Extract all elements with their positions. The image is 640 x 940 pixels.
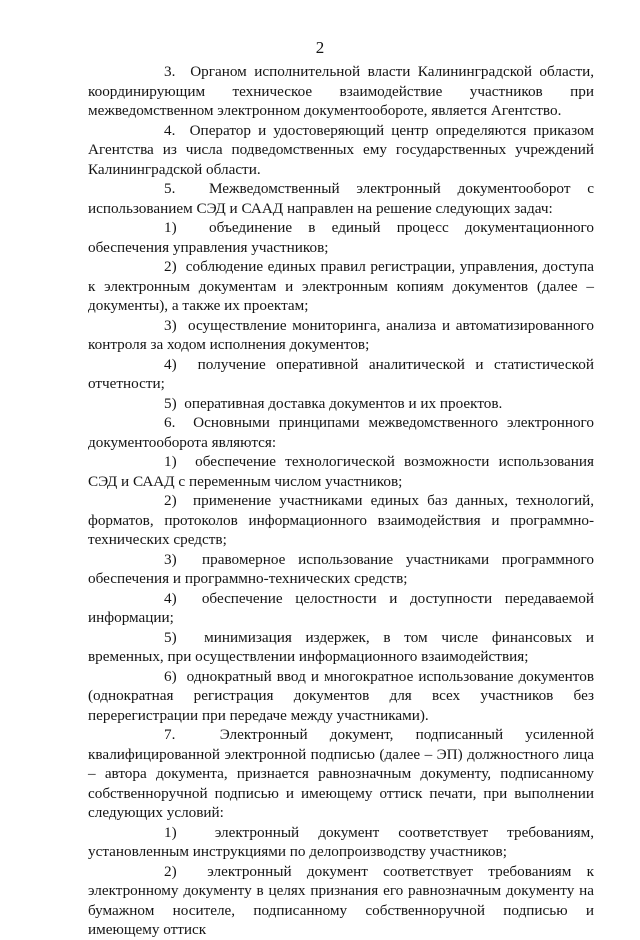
paragraph-number: 2) [164,492,177,509]
paragraph-text: Органом исполнительной власти Калининградской области, координирующим техническое взаимодействие участников при межведомственном электронном документообороте, является Агентство. [88,63,595,119]
paragraph-number: 6) [164,667,177,685]
paragraph-number: 6. [164,414,176,431]
paragraph [88,121,594,180]
paragraph-number: 1) [164,453,177,470]
paragraph-text: правомерное использование участниками программного обеспечения и программно-технических средств; [88,550,594,587]
paragraph-text: электронный документ соответствует требованиям, установленным инструкциями по делопроизводству участников; [88,823,595,860]
paragraph-number: 5) [164,628,177,646]
paragraph-text: Межведомственный электронный документооборот с использованием СЭД и СААД направлен на решение следующих задач: [88,180,594,217]
paragraph-text: применение участниками единых баз данных, технологий, форматов, протоколов информационного взаимодействия и программно-технических средств; [88,492,595,548]
document-body [88,62,594,940]
paragraph-text: однократный ввод и многократное использование документов (однократная регистрация документов для всех участников без перерегистрации при передаче между участниками). [88,667,595,724]
paragraph-number: 4. [164,121,176,139]
paragraph-text: оперативная доставка документов и их проектов. [184,394,503,412]
paragraph-text: объединение в единый процесс документационного обеспечения управления участников; [88,219,594,256]
paragraph-number: 5. [164,180,176,197]
page-number: 2 [315,38,325,57]
paragraph [88,725,594,823]
paragraph [88,550,594,589]
paragraph [88,257,594,316]
paragraph [88,316,594,355]
paragraph [88,491,594,550]
paragraph-number: 2) [164,258,177,275]
paragraph [88,413,594,452]
paragraph-text: обеспечение целостности и доступности передаваемой информации; [88,589,594,626]
paragraph-number: 4) [164,589,177,607]
paragraph-number: 2) [164,862,177,880]
paragraph-number: 1) [164,823,177,841]
paragraph [88,667,594,726]
paragraph [88,862,594,940]
paragraph-number: 1) [164,219,177,236]
paragraph-text: соблюдение единых правил регистрации, управления, доступа к электронным документам и электронным копиям документов (далее – документы), а также их проектам; [88,258,594,314]
paragraph [88,62,594,121]
paragraph [88,394,594,414]
paragraph [88,589,594,628]
paragraph-text: минимизация издержек, в том числе финансовых и временных, при осуществлении информационного взаимодействия; [88,628,594,665]
paragraph-number: 4) [164,355,177,373]
paragraph [88,355,594,394]
paragraph-number: 5) [164,394,177,412]
paragraph-text: осуществление мониторинга, анализа и автоматизированного контроля за ходом исполнения документов; [88,316,594,353]
paragraph-text: Оператор и удостоверяющий центр определяются приказом Агентства из числа подведомственных ему государственных учреждений Калининградской области. [88,121,594,178]
paragraph-text: обеспечение технологической возможности использования СЭД и СААД с переменным числом участников; [88,453,595,490]
paragraph-text: электронный документ соответствует требованиям к электронному документу в целях признания его равнозначным документу на бумажном носителе, подписанному собственноручной подписью и имеющему оттиск [88,862,594,938]
paragraph [88,218,594,257]
paragraph [88,452,594,491]
paragraph [88,823,594,862]
paragraph-number: 7. [164,726,176,743]
paragraph-number: 3) [164,550,177,568]
paragraph-text: Электронный документ, подписанный усиленной квалифицированной электронной подписью (далее – ЭП) должностного лица – автора документа, признается равнозначным документу, подписанному собственноручной подписью и имеющему оттиск печати, при выполнении следующих условий: [88,726,595,821]
paragraph-text: Основными принципами межведомственного электронного документооборота являются: [88,414,594,451]
paragraph-text: получение оперативной аналитической и статистической отчетности; [88,355,594,392]
paragraph-number: 3) [164,316,177,334]
paragraph-number: 3. [164,63,176,80]
paragraph [88,628,594,667]
paragraph [88,179,594,218]
